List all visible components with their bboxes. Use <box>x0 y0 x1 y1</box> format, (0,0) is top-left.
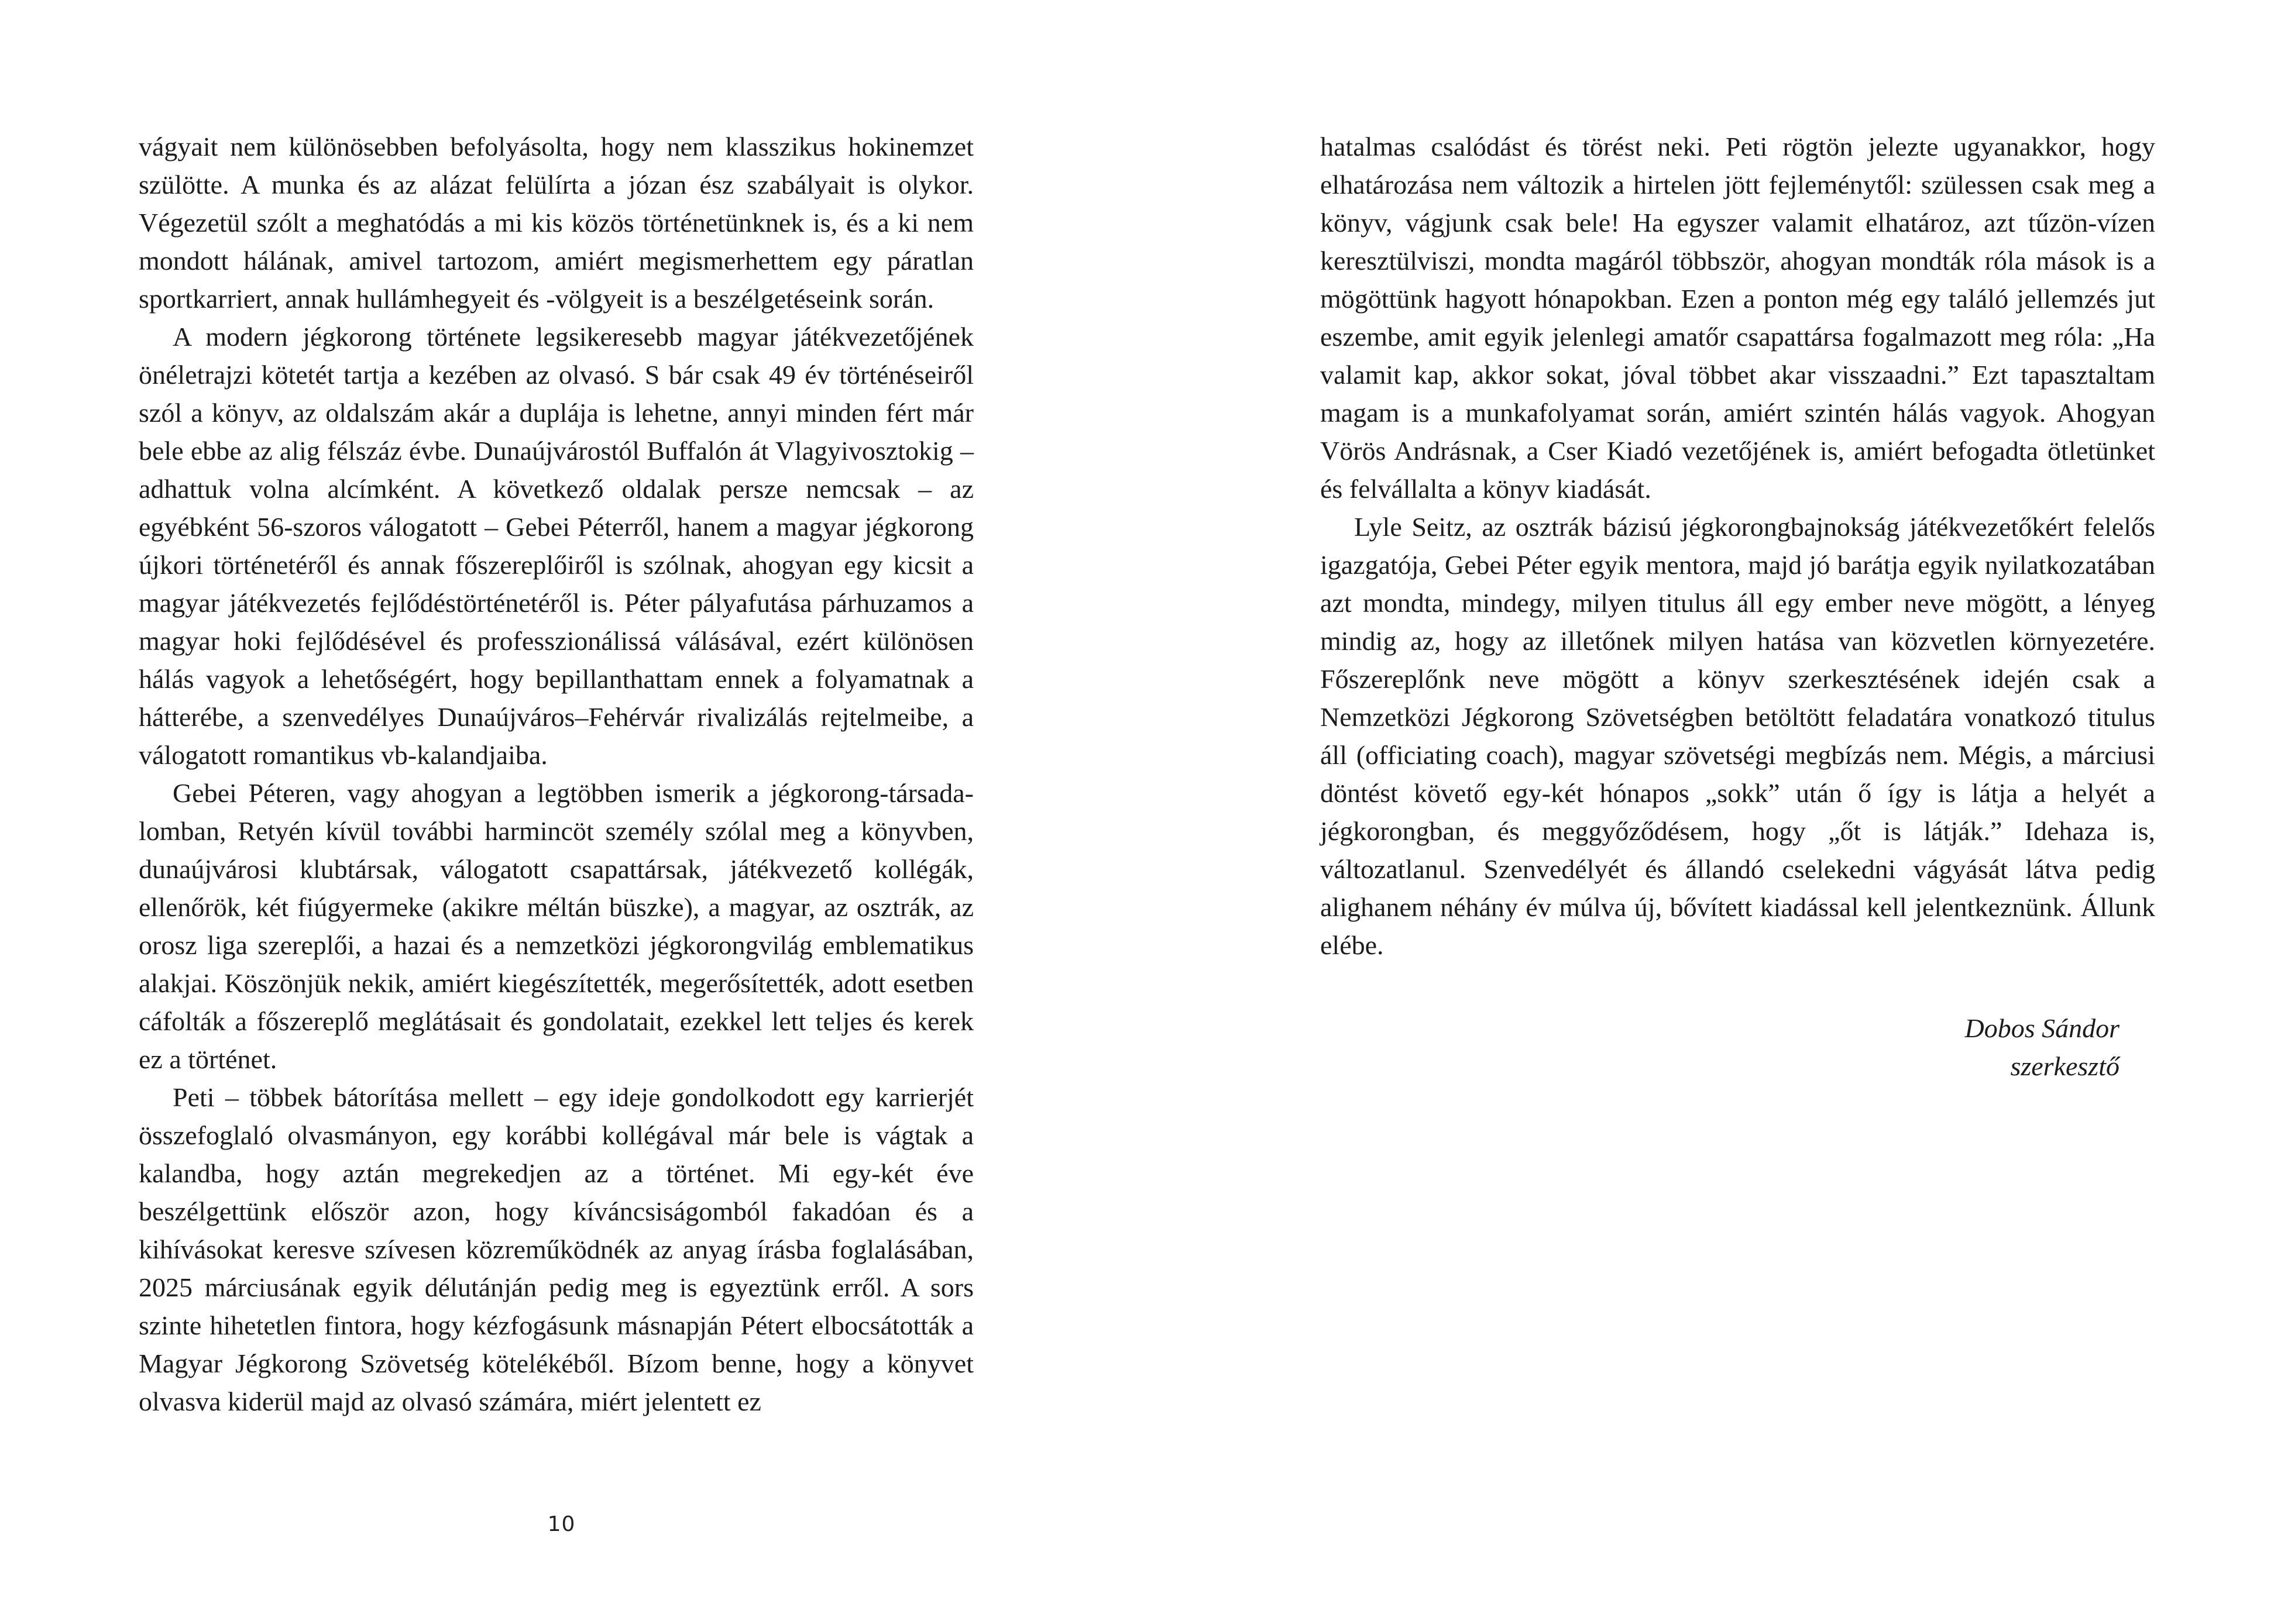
paragraph: A modern jégkorong története legsikeresebb magyar játékvezetőjének önéletrajzi kötetét tartja a kezében az olvasó. S bár csak 49 év történéseiről szól a könyv, az oldalszám akár a duplája is lehetne, annyi minden fért már bele ebbe az alig félszáz évbe. Dunaújvárostól Buffalón át Vlagyivosztokig – adhattuk volna alcímként. A következő oldalak persze nemcsak – az egyébként 56-szoros válogatott – Gebei Péterről, hanem a magyar jégkorong újkori történetéről és annak főszereplőiről is szólnak, ahogyan egy kicsit a magyar játékvezetés fejlődéstörténetéről is. Péter pályafutása párhuzamos a magyar hoki fejlődésével és professzionálissá válásával, ezért különösen hálás vagyok a lehetőségért, hogy bepillanthattam ennek a folyamatnak a hátterébe, a szenvedélyes Dunaújváros–Fehérvár rivalizálás rejtelmeibe, a válogatott romantikus vb-kalandjaiba. <box>139 322 974 770</box>
signature-role: szerkesztő <box>2010 1051 2119 1081</box>
right-page <box>1140 0 2281 1624</box>
left-page <box>0 0 1140 1624</box>
paragraph: hatalmas csalódást és törést neki. Peti rögtön jelezte ugyanakkor, hogy elhatározása nem változik a hirtelen jött fejleménytől: szülessen csak meg a könyv, vágjunk csak bele! Ha egyszer valamit elhatároz, azt tűzön-vízen keresztülviszi, mondta magáról többször, ahogyan mondták róla mások is a mögöttünk hagyott hónapokban. Ezen a ponton még egy találó jellemzés jut eszembe, amit egyik jelenlegi amatőr csapattársa fogalmazott meg róla: „Ha valamit kap, akkor sokat, jóval többet akar visszaadni.” Ezt tapasztaltam magam is a munkafolyamat során, amiért szintén hálás vagyok. Ahogyan Vörös Andrásnak, a Cser Kiadó vezetőjének is, amiért befogadta ötletünket és felvállalta a könyv kiadását. <box>1320 132 2155 504</box>
signature <box>1964 1009 2119 1085</box>
left-page-text <box>139 128 974 1420</box>
paragraph: Peti – többek bátorítása mellett – egy ideje gondolkodott egy karrierjét összefoglaló olvasmányon, egy korábbi kollégával már bele is vágtak a kalandba, hogy aztán megrekedjen az a történet. Mi egy-két éve beszélgettünk először azon, hogy kíváncsiságomból fakadóan és a kihívásokat keresve szívesen közreműködnék az anyag írásba foglalásában, 2025 márciusának egyik délutánján pedig meg is egyeztünk erről. A sors szinte hihetetlen fintora, hogy kézfogásunk másnapján Pétert elbocsátották a Magyar Jégkorong Szövetség kötelékéből. Bízom benne, hogy a könyvet olvasva kiderül majd az olvasó számára, miért jelentett ez <box>139 1082 974 1416</box>
paragraph: Lyle Seitz, az osztrák bázisú jégkorongbajnokság játékvezetőkért felelős igazgatója, Gebei Péter egyik mentora, majd jó barátja egyik nyilatkozatában azt mondta, mindegy, milyen titulus áll egy ember neve mögött, a lényeg mindig az, hogy az illetőnek milyen hatása van közvetlen környezetére. Főszereplőnk neve mögött a könyv szerkesztésének idején csak a Nemzetközi Jégkorong Szövetségben betöltött feladatára vonatkozó titulus áll (officiating coach), magyar szövetségi megbízás nem. Mégis, a márciusi döntést követő egy-két hónapos „sokk” után ő így is látja a helyét a jégkorongban, és meggyőződésem, hogy „őt is látják.” Idehaza is, változatlanul. Szenvedélyét és állandó cselekedni vágyását látva pedig alighanem néhány év múlva új, bővített kiadással kell jelentkeznünk. Állunk elébe. <box>1320 512 2155 960</box>
paragraph: vágyait nem különösebben befolyásolta, hogy nem klasszikus hokinemzet szülötte. A munka és az alázat felülírta a józan ész szabályait is olykor. Végezetül szólt a meghatódás a mi kis közös történetünknek is, és a ki nem mondott hálának, amivel tartozom, amiért megismerhettem egy páratlan sportkarriert, annak hullámhegyeit és -völgyeit is a beszélgetéseink során. <box>139 132 974 314</box>
page-number: 10 <box>547 1512 576 1536</box>
signature-name: Dobos Sándor <box>1964 1013 2119 1043</box>
right-page-text <box>1320 128 2155 964</box>
paragraph: Gebei Péteren, vagy ahogyan a legtöbben ismerik a jégkorong-társadalomban, Retyén kívül további harmincöt személy szólal meg a könyvben, dunaújvárosi klubtársak, válogatott csapattársak, játékvezető kollégák, ellenőrök, két fiúgyermeke (akikre méltán büszke), a magyar, az osztrák, az orosz liga szereplői, a hazai és a nemzetközi jégkorongvilág emblematikus alakjai. Köszönjük nekik, amiért kiegészítették, megerősítették, adott esetben cáfolták a főszereplő meglátásait és gondolatait, ezekkel lett teljes és kerek ez a történet. <box>139 778 974 1074</box>
